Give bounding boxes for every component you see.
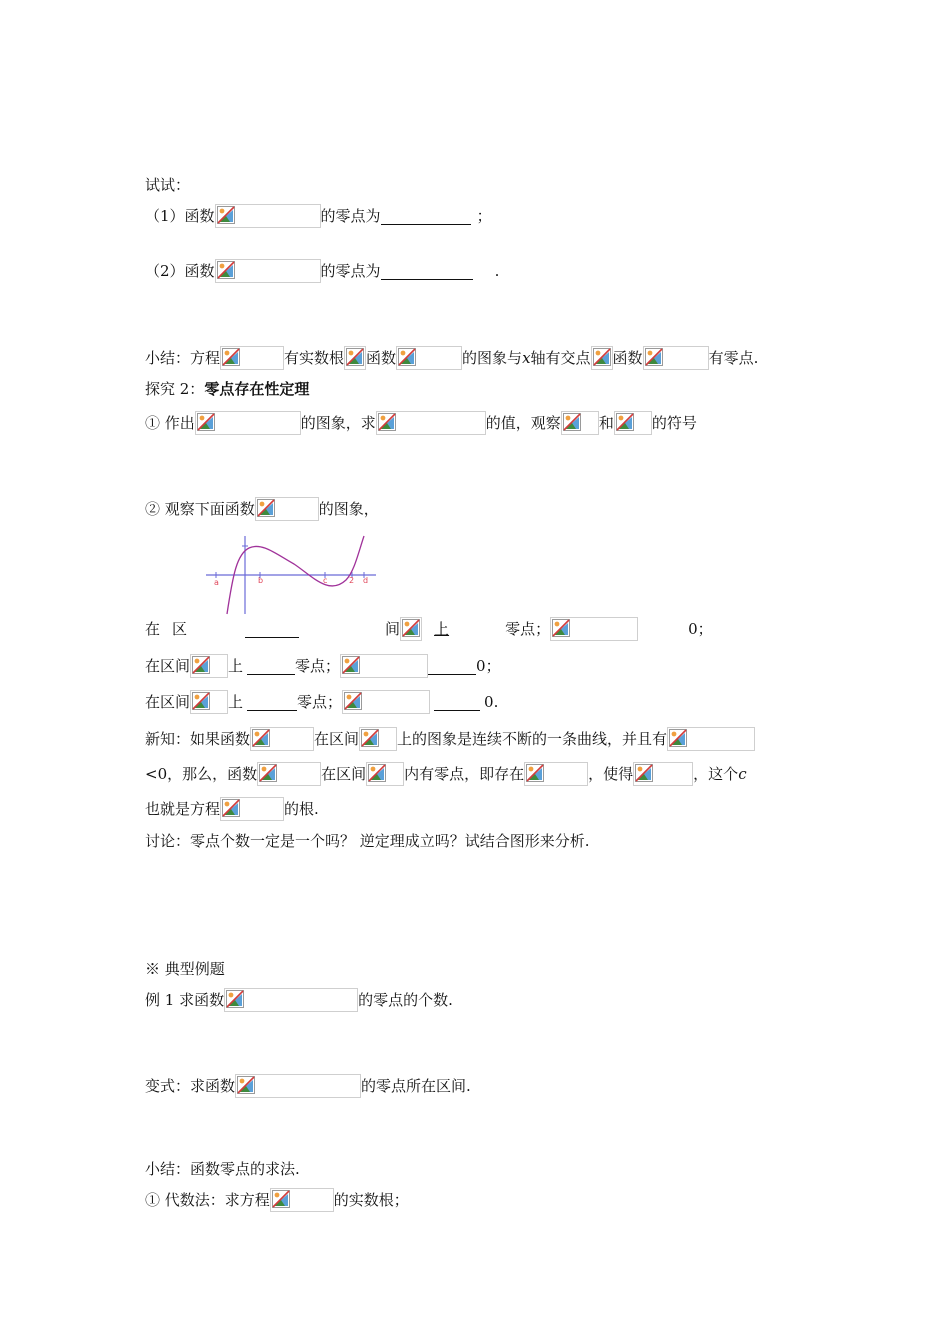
explore-2-heading: 探究 2：零点存在性定理 <box>145 380 310 398</box>
formula-image-icon <box>270 1188 334 1212</box>
graph-label-a: a <box>214 578 219 587</box>
try-heading: 试试： <box>145 176 191 194</box>
interval-row-1: 在 区 间 上 零点； 0； <box>145 616 713 640</box>
summary-1: 小结：方程 有实数根 函数 的图象与x轴有交点 函数 有零点. <box>145 345 758 369</box>
formula-image-icon <box>524 762 588 786</box>
formula-image-icon <box>376 411 486 435</box>
interval-row-3: 在区间 上 零点； 0. <box>145 689 498 713</box>
formula-image-icon <box>667 727 755 751</box>
formula-image-icon <box>250 727 314 751</box>
answer-blank[interactable] <box>247 694 297 711</box>
discussion: 讨论：零点个数一定是一个吗？ 逆定理成立吗？试结合图形来分析. <box>145 832 590 850</box>
example-1: 例 1 求函数 的零点的个数. <box>145 987 453 1011</box>
answer-blank[interactable] <box>434 694 480 711</box>
summary-2-method-1: ① 代数法：求方程 的实数根； <box>145 1187 409 1211</box>
formula-image-icon <box>190 690 228 714</box>
formula-image-icon <box>255 497 319 521</box>
graph-label-2: 2 <box>349 576 355 585</box>
function-graph <box>204 534 379 616</box>
new-knowledge-line-1: 新知：如果函数 在区间 上的图象是连续不断的一条曲线，并且有 <box>145 726 755 750</box>
formula-image-icon <box>235 1074 361 1098</box>
formula-image-icon <box>220 797 284 821</box>
formula-image-icon <box>215 259 321 283</box>
formula-image-icon <box>257 762 321 786</box>
formula-image-icon <box>224 988 358 1012</box>
new-knowledge-line-3: 也就是方程 的根. <box>145 796 319 820</box>
formula-image-icon <box>190 654 228 678</box>
answer-blank[interactable] <box>381 208 471 225</box>
formula-image-icon <box>366 762 404 786</box>
formula-image-icon <box>215 204 321 228</box>
formula-image-icon <box>400 617 422 641</box>
summary-2-heading: 小结：函数零点的求法. <box>145 1160 300 1178</box>
formula-image-icon <box>220 346 284 370</box>
formula-image-icon <box>359 727 397 751</box>
formula-image-icon <box>591 346 613 370</box>
try-item-2: （2）函数 的零点为 . <box>145 258 499 282</box>
graph-label-d: d <box>363 576 369 585</box>
try-item-1: （1）函数 的零点为 ； <box>145 203 492 227</box>
new-knowledge-line-2: <0，那么，函数 在区间 内有零点，即存在 ，使得 ，这个c <box>145 761 747 785</box>
formula-image-icon <box>550 617 638 641</box>
variant-exercise: 变式：求函数 的零点所在区间. <box>145 1073 471 1097</box>
graph-label-c: c <box>323 576 328 585</box>
formula-image-icon <box>340 654 428 678</box>
examples-heading: ※ 典型例题 <box>145 960 225 978</box>
formula-image-icon <box>195 411 301 435</box>
formula-image-icon <box>643 346 709 370</box>
formula-image-icon <box>614 411 652 435</box>
answer-blank[interactable] <box>428 658 476 675</box>
formula-image-icon <box>342 690 430 714</box>
explore-2-step-2: ② 观察下面函数 的图象， <box>145 496 379 520</box>
formula-image-icon <box>344 346 366 370</box>
explore-2-step-1: ① 作出 的图象，求 的值，观察 和 的符号 <box>145 410 697 434</box>
formula-image-icon <box>633 762 693 786</box>
answer-blank[interactable] <box>247 658 295 675</box>
interval-row-2: 在区间 上 零点； 0； <box>145 653 501 677</box>
formula-image-icon <box>561 411 599 435</box>
answer-blank[interactable] <box>245 621 299 638</box>
graph-label-b: b <box>258 576 264 585</box>
formula-image-icon <box>396 346 462 370</box>
answer-blank[interactable] <box>381 263 473 280</box>
